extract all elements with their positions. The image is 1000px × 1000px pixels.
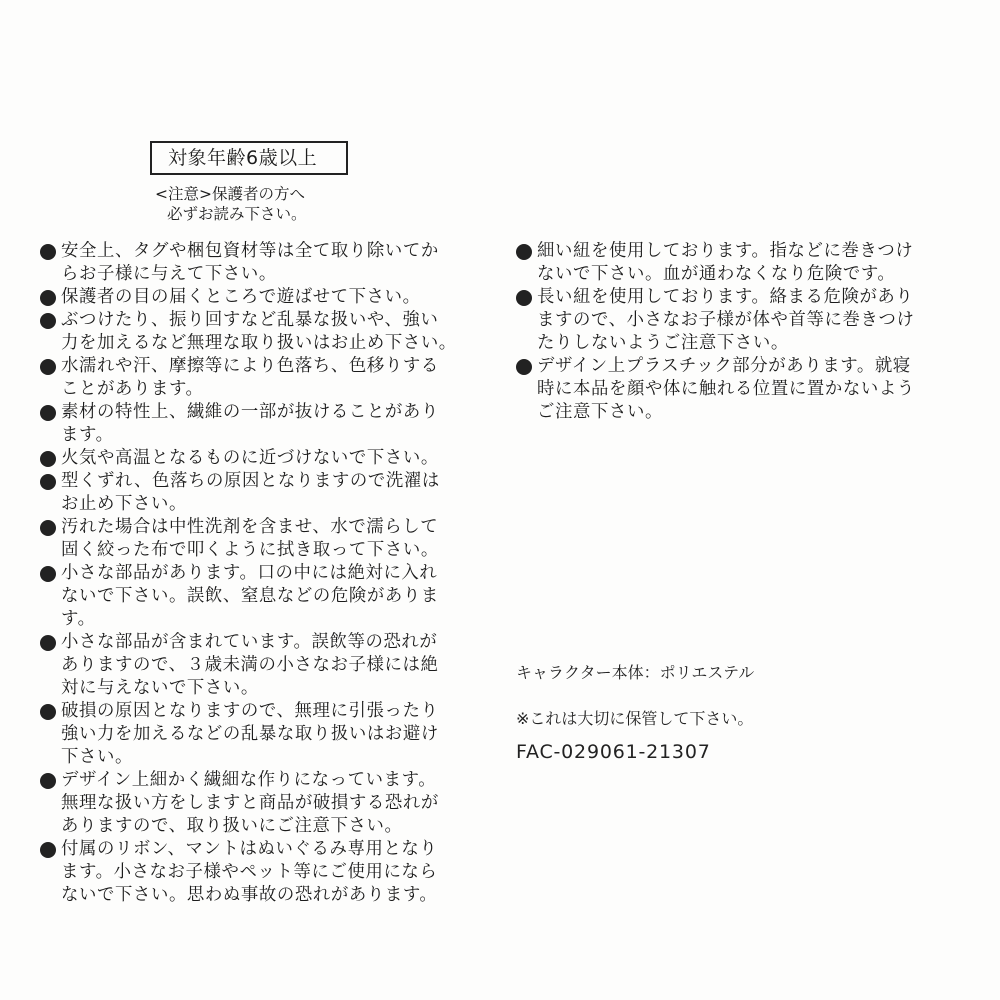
caution-item: 汚れた場合は中性洗剤を含ませ、水で濡らして 固く絞った布で叩くように拭き取って下さい。 [61, 517, 439, 560]
caution-item: 小さな部品があります。口の中には絶対に入れ ないで下さい。誤飲、窒息などの危険がありま す。 [61, 563, 439, 629]
caution-item: 素材の特性上、繊維の一部が抜けることがあり ます。 [61, 402, 439, 445]
caution-item: 長い紐を使用しております。絡まる危険があり ますので、小さなお子様が体や首等に巻きつけ たりしないようご注意下さい。 [537, 287, 915, 353]
notice-line-1: <注意>保護者の方へ [155, 185, 305, 203]
product-code: FAC-029061-21307 [516, 741, 711, 763]
caution-item: 保護者の目の届くところで遊ばせて下さい。 [61, 287, 421, 307]
caution-item: 水濡れや汗、摩擦等により色落ち、色移りする ことがあります。 [61, 356, 439, 399]
caution-item: 小さな部品が含まれています。誤飲等の恐れが ありますので、３歳未満の小さなお子様には絶 対に与えないで下さい。 [61, 632, 439, 698]
keep-note: ※これは大切に保管して下さい。 [516, 709, 754, 728]
age-label-box [150, 141, 348, 175]
caution-item: 火気や高温となるものに近づけないで下さい。 [61, 448, 439, 468]
guardian-notice [155, 184, 307, 224]
material-info: キャラクター本体：ポリエステル [516, 663, 755, 682]
caution-item: 破損の原因となりますので、無理に引張ったり 強い力を加えるなどの乱暴な取り扱いはお避け 下さい。 [61, 701, 439, 767]
notice-line-2: 必ずお読み下さい。 [167, 205, 307, 223]
caution-item: デザイン上プラスチック部分があります。就寝 時に本品を顔や体に触れる位置に置かないよう ご注意下さい。 [537, 356, 915, 422]
caution-list-left [40, 240, 460, 907]
caution-item: 付属のリボン、マントはぬいぐるみ専用となり ます。小さなお子様やペット等にご使用になら ないで下さい。思わぬ事故の恐れがあります。 [61, 839, 438, 905]
age-label: 対象年齢6歳以上 [168, 147, 318, 169]
caution-item: 型くずれ、色落ちの原因となりますので洗濯は お止め下さい。 [61, 471, 440, 514]
caution-list-right [516, 240, 946, 424]
caution-item: デザイン上細かく繊細な作りになっています。 無理な扱い方をしますと商品が破損する恐れが ありますので、取り扱いにご注意下さい。 [61, 770, 439, 836]
caution-item: 安全上、タグや梱包資材等は全て取り除いてか らお子様に与えて下さい。 [61, 241, 439, 284]
caution-item: ぶつけたり、振り回すなど乱暴な扱いや、強い 力を加えるなど無理な取り扱いはお止め下さい。 [61, 310, 457, 353]
caution-item: 細い紐を使用しております。指などに巻きつけ ないで下さい。血が通わなくなり危険です。 [537, 241, 914, 284]
